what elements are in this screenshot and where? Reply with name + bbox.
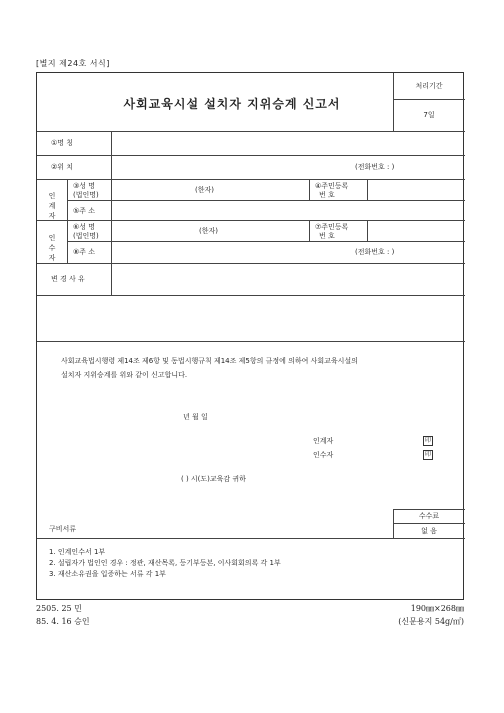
form-title: 사회교육시설 설치자 지위승계 신고서 bbox=[123, 97, 341, 111]
location-phone: (전화번호 : ) bbox=[355, 163, 395, 171]
required-doc-1: 1. 인계인수서 1부 bbox=[49, 548, 106, 556]
change-reason-label: 변 경 사 유 bbox=[51, 275, 85, 283]
required-doc-2: 2. 설립자가 법인인 경우 : 정관, 재산목록, 등기부등본, 이사회회의록 각 1부 bbox=[49, 559, 281, 567]
transferee-address-label: ⑧주 소 bbox=[73, 248, 96, 256]
transferor-id-sub: 번 호 bbox=[319, 191, 335, 199]
footer-code: 2505. 25 민 bbox=[36, 604, 82, 613]
processing-period-value: 7일 bbox=[423, 111, 435, 119]
transferor-id-label: ④주민등록 bbox=[315, 182, 349, 190]
footer-size: 190㎜×268㎜ bbox=[410, 604, 464, 613]
signer-transferor: 인계자 bbox=[313, 437, 334, 445]
footer-approval: 85. 4. 16 승인 bbox=[36, 617, 90, 626]
form-number-tag: [별지 제24호 서식] bbox=[36, 59, 110, 68]
signer-transferee: 인수자 bbox=[313, 451, 334, 459]
statement-line-1: 사회교육법시행령 제14조 제6항 및 동법시행규칙 제14조 제5항의 규정에 의하여 사회교육시설의 bbox=[61, 357, 358, 365]
transferee-name-label: ⑥성 명 bbox=[73, 223, 96, 231]
transferor-name-label: ③성 명 bbox=[73, 182, 96, 190]
required-doc-3: 3. 재산소유권을 입증하는 서류 각 1부 bbox=[49, 570, 166, 578]
footer-paper: (신문용지 54g/㎡) bbox=[398, 617, 464, 626]
location-label: ②위 치 bbox=[51, 163, 74, 171]
transferee-phone: (전화번호 : ) bbox=[355, 248, 395, 256]
required-docs-label: 구비서류 bbox=[49, 525, 77, 533]
processing-period-label: 처리기간 bbox=[415, 82, 443, 90]
report-date: 년 월 일 bbox=[183, 413, 208, 421]
seal-box-transferee: 印 bbox=[424, 451, 431, 458]
statement-line-2: 설치자 지위승계를 위와 같이 신고합니다. bbox=[61, 371, 188, 379]
transferee-hanja: (한자) bbox=[199, 227, 218, 235]
transferee-id-sub: 번 호 bbox=[319, 232, 335, 240]
addressee: ( ) 시(도)교육감 귀하 bbox=[181, 475, 246, 483]
transferee-id-label: ⑦주민등록 bbox=[315, 223, 349, 231]
transferee-group-label: 인수자 bbox=[48, 234, 56, 262]
seal-box-transferor: 印 bbox=[424, 437, 431, 444]
name-label: ①명 칭 bbox=[51, 139, 74, 147]
transferor-name-sub: (법인명) bbox=[73, 191, 99, 199]
transferee-name-sub: (법인명) bbox=[73, 232, 99, 240]
transferor-hanja: (한자) bbox=[195, 186, 214, 194]
report-form bbox=[36, 72, 464, 600]
transferor-group-label: 인계자 bbox=[48, 192, 56, 220]
fee-value: 없 음 bbox=[421, 527, 437, 535]
transferor-address-label: ⑤주 소 bbox=[73, 207, 96, 215]
fee-label: 수수료 bbox=[418, 512, 440, 520]
